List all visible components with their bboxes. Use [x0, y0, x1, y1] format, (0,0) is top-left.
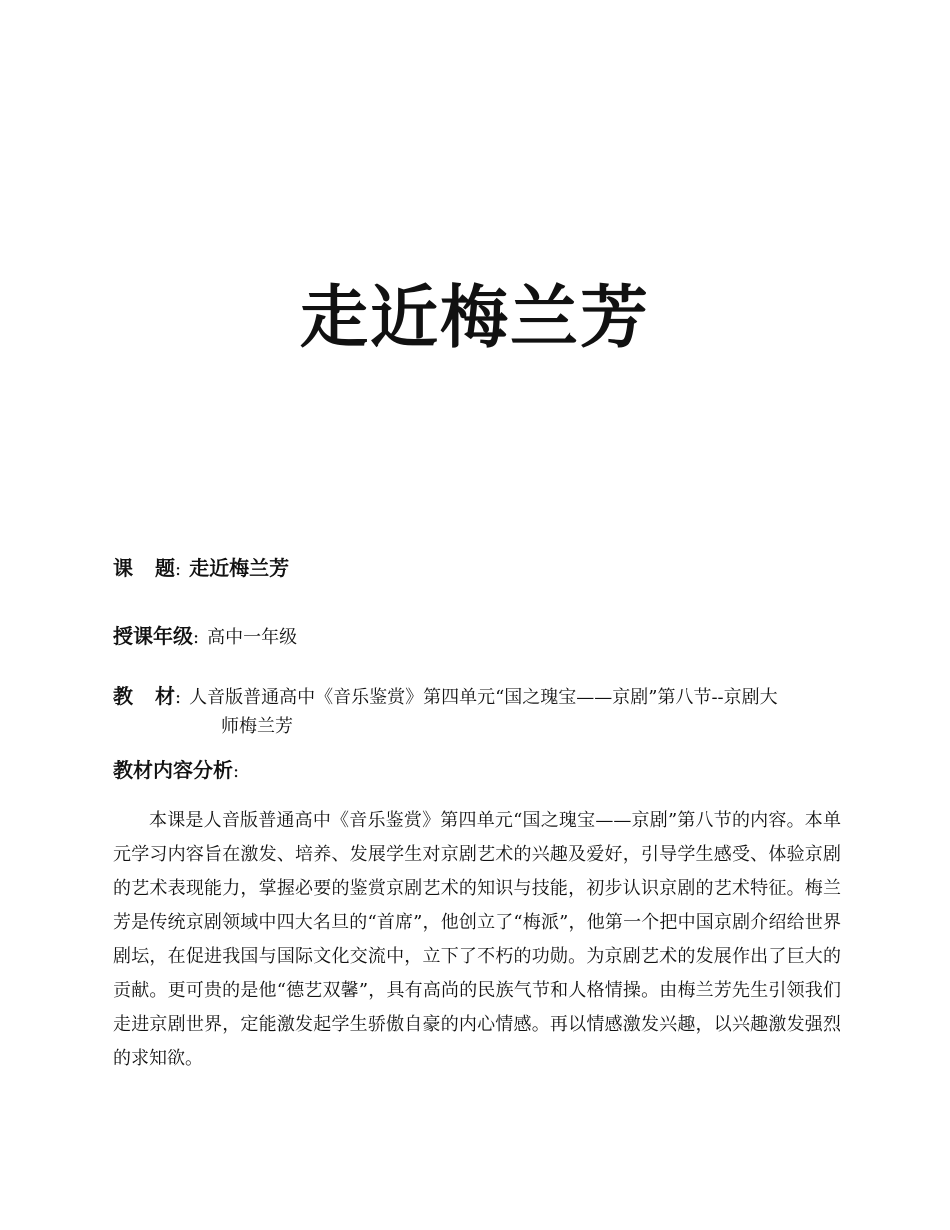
material-value-line2: 师梅兰芳 [221, 716, 293, 737]
topic-value: 走近梅兰芳 [189, 556, 290, 580]
grade-label: 授课年级 [113, 624, 193, 648]
material-value-line1: 人音版普通高中《音乐鉴赏》第四单元“国之瑰宝——京剧”第八节--京剧大 [189, 687, 778, 708]
grade-value: 高中一年级 [207, 627, 298, 648]
analysis-label: 教材内容分析 [113, 758, 233, 782]
material-label-char-1: 教 [113, 684, 133, 708]
grade-field [113, 620, 853, 649]
topic-label-char-1: 课 [113, 556, 133, 580]
topic-label [113, 556, 175, 580]
document-title: 走近梅兰芳 [299, 278, 650, 358]
topic-colon: : [175, 559, 182, 580]
material-field [113, 680, 853, 709]
analysis-colon: : [233, 761, 240, 782]
topic-label-char-2: 题 [155, 556, 175, 580]
analysis-heading [113, 754, 853, 783]
topic-field [113, 552, 853, 581]
analysis-body-paragraph: 本课是人音版普通高中《音乐鉴赏》第四单元“国之瑰宝——京剧”第八节的内容。本单元学习内容旨在激发、培养、发展学生对京剧艺术的兴趣及爱好，引导学生感受、体验京剧的艺术表现能力，掌握必要的鉴赏京剧艺术的知识与技能，初步认识京剧的艺术特征。梅兰芳是传统京剧领域中四大名旦的“首席”，他创立了“梅派”，他第一个把中国京剧介绍给世界剧坛，在促进我国与国际文化交流中，立下了不朽的功勋。为京剧艺术的发展作出了巨大的贡献。更可贵的是他“德艺双馨”，具有高尚的民族气节和人格情操。由梅兰芳先生引领我们走进京剧世界，定能激发起学生骄傲自豪的内心情感。再以情感激发兴趣，以兴趣激发强烈的求知欲。 [113, 810, 841, 1069]
material-label-char-2: 材 [155, 684, 175, 708]
material-label [113, 684, 175, 708]
grade-colon: : [193, 627, 200, 648]
material-colon: : [175, 687, 182, 708]
